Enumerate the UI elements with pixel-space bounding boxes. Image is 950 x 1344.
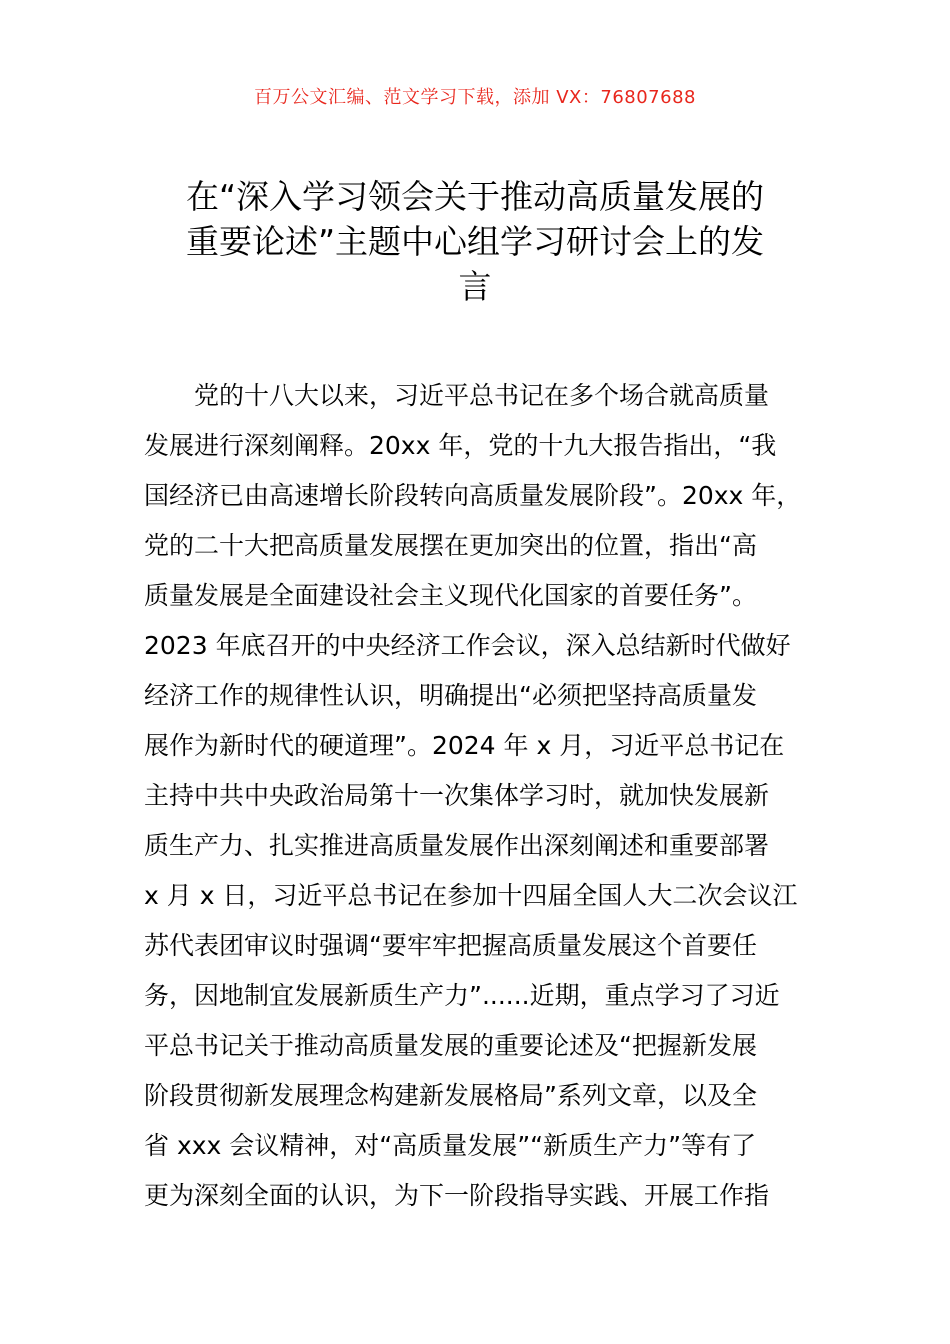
body-line: 2023 年底召开的中央经济工作会议，深入总结新时代做好: [144, 631, 791, 660]
body-line: 经济工作的规律性认识，明确提出“必须把坚持高质量发: [144, 681, 757, 710]
body-line: 党的十八大以来，习近平总书记在多个场合就高质量: [194, 381, 770, 410]
title-line: 言: [458, 267, 492, 306]
body-line: 主持中共中央政治局第十一次集体学习时，就加快发展新: [144, 781, 770, 810]
watermark-banner: 百万公文汇编、范文学习下载，添加 VX：76807688: [254, 87, 696, 108]
body-line: 务，因地制宜发展新质生产力”......近期，重点学习了习近: [144, 981, 780, 1010]
body-line: x 月 x 日，习近平总书记在参加十四届全国人大二次会议江: [144, 881, 798, 910]
body-line: 苏代表团审议时强调“要牢牢把握高质量发展这个首要任: [144, 931, 757, 960]
body-line: 党的二十大把高质量发展摆在更加突出的位置，指出“高: [144, 531, 757, 560]
title-line: 在“深入学习领会关于推动高质量发展的: [185, 177, 765, 216]
document-title: [140, 174, 810, 309]
body-line: 更为深刻全面的认识，为下一阶段指导实践、开展工作指: [144, 1181, 770, 1210]
title-line: 重要论述”主题中心组学习研讨会上的发: [185, 222, 765, 261]
body-line: 质生产力、扎实推进高质量发展作出深刻阐述和重要部署: [144, 831, 770, 860]
body-line: 质量发展是全面建设社会主义现代化国家的首要任务”。: [144, 581, 757, 610]
body-line: 平总书记关于推动高质量发展的重要论述及“把握新发展: [144, 1031, 757, 1060]
body-line: 发展进行深刻阐释。20xx 年，党的十九大报告指出，“我: [144, 431, 777, 460]
body-line: 阶段贯彻新发展理念构建新发展格局”系列文章，以及全: [144, 1081, 757, 1110]
body-paragraph: [144, 378, 834, 1228]
body-line: 国经济已由高速增长阶段转向高质量发展阶段”。20xx 年，: [144, 481, 802, 510]
body-line: 展作为新时代的硬道理”。2024 年 x 月，习近平总书记在: [144, 731, 785, 760]
body-line: 省 xxx 会议精神，对“高质量发展”“新质生产力”等有了: [144, 1131, 757, 1160]
